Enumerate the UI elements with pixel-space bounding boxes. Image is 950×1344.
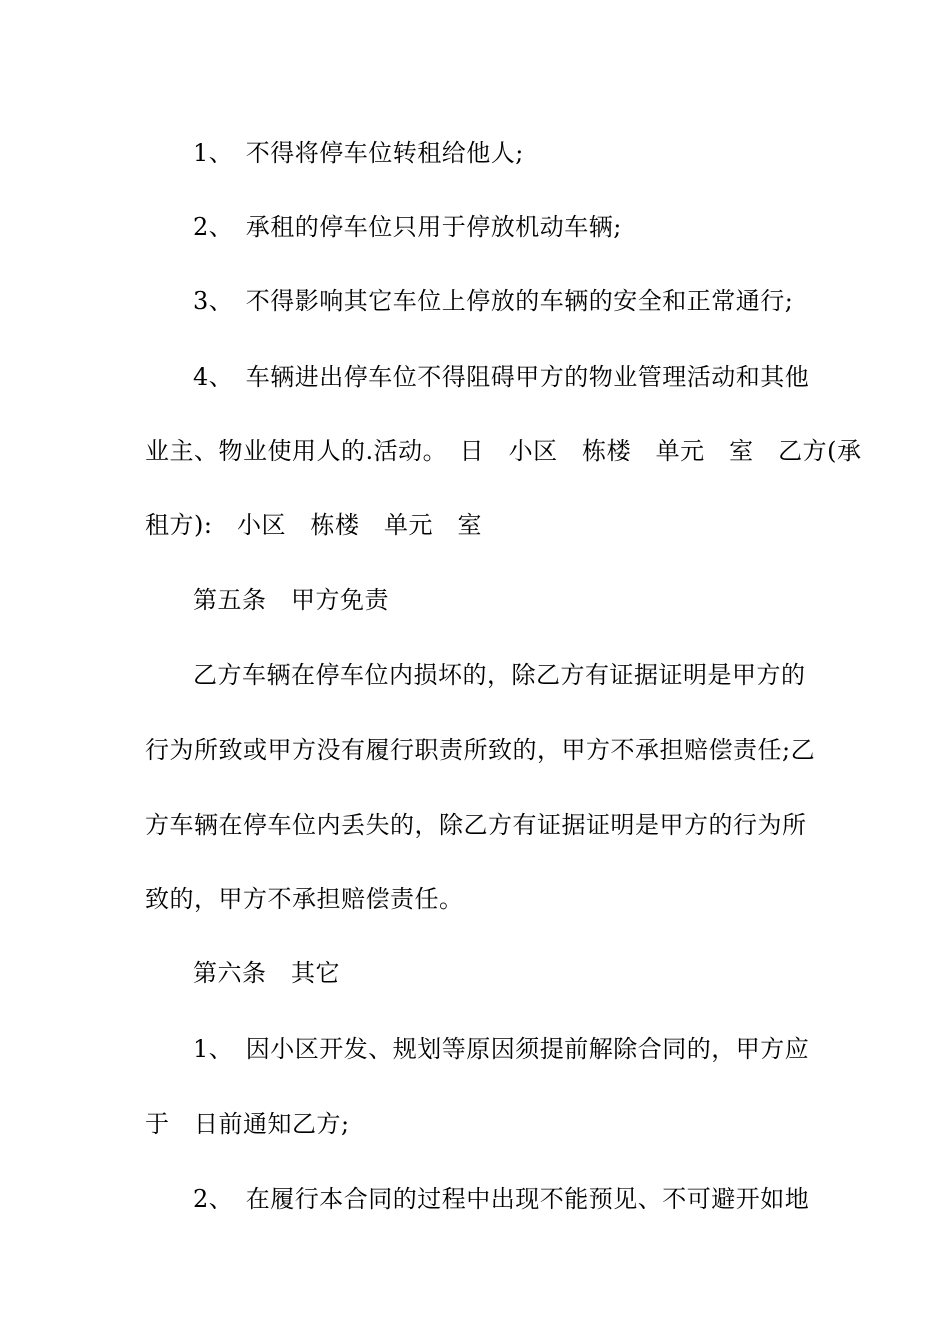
- clause-item-6-1: 1、 因小区开发、规划等原因须提前解除合同的，甲方应: [193, 1035, 810, 1063]
- clause-item-4: 4、 车辆进出停车位不得阻碍甲方的物业管理活动和其他: [193, 363, 810, 391]
- clause-item-1: 1、 不得将停车位转租给他人;: [193, 139, 524, 167]
- clause-item-6-1-continued: 于 日前通知乙方;: [145, 1110, 350, 1138]
- paragraph-line: 致的，甲方不承担赔偿责任。: [145, 885, 464, 913]
- section-heading-5: 第五条 甲方免责: [193, 586, 389, 614]
- clause-item-3: 3、 不得影响其它车位上停放的车辆的安全和正常通行;: [193, 287, 794, 315]
- paragraph-line: 乙方车辆在停车位内损坏的，除乙方有证据证明是甲方的: [193, 661, 806, 689]
- clause-item-2: 2、 承租的停车位只用于停放机动车辆;: [193, 213, 622, 241]
- paragraph-line: 行为所致或甲方没有履行职责所致的，甲方不承担赔偿责任;乙: [145, 736, 816, 764]
- paragraph-line: 方车辆在停车位内丢失的，除乙方有证据证明是甲方的行为所: [145, 811, 807, 839]
- clause-item-4-continued: 业主、物业使用人的.活动。 日 小区 栋楼 单元 室 乙方(承: [145, 437, 862, 465]
- clause-item-6-2: 2、 在履行本合同的过程中出现不能预见、不可避开如地: [193, 1185, 810, 1213]
- section-heading-6: 第六条 其它: [193, 959, 340, 987]
- clause-item-4-continued-2: 租方): 小区 栋楼 单元 室: [145, 511, 482, 539]
